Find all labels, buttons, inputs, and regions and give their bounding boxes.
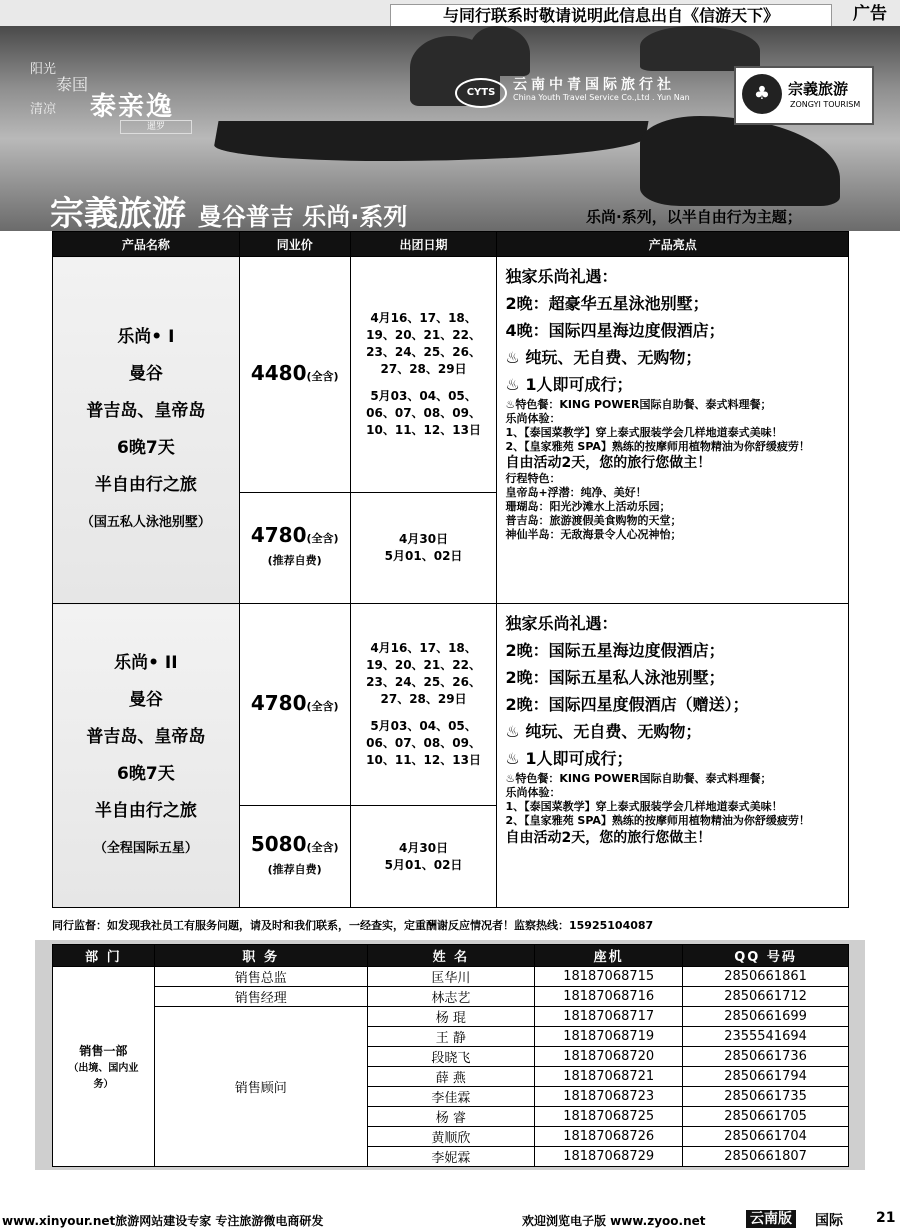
staff-qq: 2355541694 — [683, 1027, 849, 1047]
product-islands: 普吉岛、皇帝岛 — [86, 726, 206, 747]
staff-qq: 2850661861 — [683, 967, 849, 987]
date-line: 5月01、02日 — [384, 549, 463, 563]
staff-name: 李妮霖 — [367, 1147, 535, 1167]
column-header: QQ 号码 — [683, 945, 849, 967]
staff-phone: 18187068715 — [535, 967, 683, 987]
price-cell — [239, 604, 350, 806]
highlight-line: 2晚：国际五星私人泳池别墅； — [505, 668, 725, 687]
table-row — [53, 1007, 849, 1027]
edition-badge: 云南版 — [746, 1210, 796, 1228]
tagline: 乐尚·系列，以半自由行为主题； — [586, 208, 802, 226]
date-line: 4月16、17、18、 — [370, 641, 477, 656]
highlight-line: 2晚：国际五星海边度假酒店； — [505, 641, 725, 660]
staff-name: 杨 琨 — [367, 1007, 535, 1027]
product-name-cell — [53, 257, 240, 604]
date-line: 27、28、29日 — [380, 362, 467, 376]
staff-qq: 2850661705 — [683, 1107, 849, 1127]
karst-rock-image — [470, 26, 530, 76]
table-row — [53, 987, 849, 1007]
date-line: 4月30日 — [399, 840, 449, 855]
date-line: 06、07、08、09、 — [366, 406, 481, 420]
staff-phone: 18187068717 — [535, 1007, 683, 1027]
highlight-line: 独家乐尚礼遇： — [505, 267, 618, 286]
longtail-boat-image — [640, 116, 840, 206]
price-cell — [239, 806, 350, 908]
highlight-line: ♨ 1人即可成行； — [505, 375, 633, 394]
column-header: 产品亮点 — [497, 232, 849, 257]
logo-main-text: 泰亲逸 — [90, 92, 175, 122]
table-header-row — [53, 232, 849, 257]
staff-qq: 2850661735 — [683, 1087, 849, 1107]
footer-edition-link: 欢迎浏览电子版 www.zyoo.net — [522, 1214, 706, 1228]
product-duration: 6晚7天 — [117, 438, 175, 458]
supervision-notice: 同行监督：如发现我社员工有服务问题，请及时和我们联系，一经查实，定重酬谢反应情况者！监察热线：15925104087 — [52, 919, 654, 932]
highlight-line: 2晚：超豪华五星泳池别墅； — [505, 294, 709, 313]
product-name: 乐尚• I — [117, 327, 175, 347]
product-type: 半自由行之旅 — [94, 800, 197, 821]
price-note: (全含) — [306, 369, 339, 383]
highlight-detail: 珊瑚岛：阳光沙滩水上活动乐园； — [505, 500, 671, 513]
highlight-detail: ♨特色餐：KING POWER国际自助餐、泰式料理餐； — [505, 772, 772, 785]
dates-cell — [350, 806, 497, 908]
product-row — [53, 257, 849, 493]
date-line: 06、07、08、09、 — [366, 736, 481, 751]
role-cell: 销售总监 — [154, 967, 367, 987]
date-line: 4月16、17、18、 — [370, 311, 477, 325]
staff-name: 段晓飞 — [367, 1047, 535, 1067]
product-name: 乐尚• II — [114, 652, 178, 673]
column-header: 出团日期 — [350, 232, 497, 257]
highlight-detail: 行程特色： — [505, 472, 561, 485]
highlight-line: 独家乐尚礼遇： — [505, 614, 618, 633]
table-row — [53, 967, 849, 987]
price-cell — [239, 257, 350, 493]
dates-cell — [350, 604, 497, 806]
highlight-line: ♨ 纯玩、无自费、无购物； — [505, 722, 702, 741]
highlight-detail: 1、【泰国菜教学】穿上泰式服装学会几样地道泰式美味！ — [505, 426, 783, 439]
zongyi-logo — [734, 66, 874, 125]
logo-script: 泰国 — [56, 75, 89, 94]
product-row — [53, 604, 849, 806]
logo-tag: 阳光 — [30, 62, 57, 77]
staff-phone: 18187068721 — [535, 1067, 683, 1087]
column-header: 部 门 — [53, 945, 155, 967]
product-city: 曼谷 — [128, 689, 163, 710]
date-line: 10、11、12、13日 — [366, 753, 481, 768]
price-note: (全含) — [306, 699, 339, 713]
column-header: 产品名称 — [53, 232, 240, 257]
cyts-name: 云南中青国际旅行社 — [513, 77, 675, 93]
title-brand: 宗義旅游 — [50, 194, 186, 231]
date-line: 27、28、29日 — [380, 692, 467, 707]
staff-name: 匡华川 — [367, 967, 535, 987]
date-line: 5月03、04、05、 — [370, 719, 477, 734]
column-header: 姓 名 — [367, 945, 535, 967]
product-name-cell — [53, 604, 240, 908]
date-line: 23、24、25、26、 — [366, 345, 481, 359]
product-type: 半自由行之旅 — [94, 475, 197, 495]
staff-qq: 2850661794 — [683, 1067, 849, 1087]
title-series: 曼谷普吉 乐尚·系列 — [197, 203, 408, 231]
date-line: 5月03、04、05、 — [370, 389, 477, 403]
highlight-line: ♨ 纯玩、无自费、无购物； — [505, 348, 702, 367]
staff-phone: 18187068729 — [535, 1147, 683, 1167]
highlight-line: ♨ 1人即可成行； — [505, 749, 633, 768]
dates-cell — [350, 257, 497, 493]
price-recommend: (推荐自费) — [267, 554, 322, 567]
footer-website-ad: www.xinyour.net旅游网站建设专家 专注旅游微电商研发 — [2, 1214, 324, 1228]
date-line: 23、24、25、26、 — [366, 675, 481, 690]
highlight-detail: 乐尚体验： — [505, 786, 561, 799]
staff-qq: 2850661704 — [683, 1127, 849, 1147]
highlights-cell — [497, 604, 849, 908]
highlight-detail: 1、【泰国菜教学】穿上泰式服装学会几样地道泰式美味！ — [505, 800, 783, 813]
highlight-line: 2晚：国际四星度假酒店（赠送）； — [505, 695, 749, 714]
price-value: 4780 — [250, 523, 307, 547]
price-value: 4480 — [250, 360, 307, 385]
top-bar — [0, 0, 900, 28]
staff-phone: 18187068716 — [535, 987, 683, 1007]
staff-phone: 18187068719 — [535, 1027, 683, 1047]
zongyi-logo-english: ZONGYI TOURISM — [790, 100, 861, 109]
staff-name: 李佳霖 — [367, 1087, 535, 1107]
product-note: （全程国际五星） — [93, 840, 198, 856]
product-note: （国五私人泳池别墅） — [80, 515, 211, 530]
karst-rock-image — [640, 26, 760, 71]
department-note: （出境、国内业务） — [68, 1062, 139, 1090]
logo-sub-text: 暹罗 — [120, 120, 192, 134]
staff-name: 杨 睿 — [367, 1107, 535, 1127]
price-note: (全含) — [306, 532, 339, 545]
date-line: 10、11、12、13日 — [366, 423, 481, 437]
role-cell: 销售顾问 — [154, 1007, 367, 1167]
role-cell: 销售经理 — [154, 987, 367, 1007]
cyts-english-name: China Youth Travel Service Co.,Ltd . Yun Nan — [513, 93, 690, 102]
highlight-detail: 乐尚体验： — [505, 412, 561, 425]
hero-banner — [0, 26, 900, 231]
product-city: 曼谷 — [128, 364, 163, 384]
price-value: 5080 — [250, 831, 307, 856]
highlight-detail: 神仙半岛：无敌海景令人心况神怡； — [505, 528, 682, 541]
highlight-detail: 2、【皇家雅苑 SPA】熟练的按摩师用植物精油为你舒缓疲劳！ — [505, 440, 810, 453]
section-label: 国际 — [815, 1213, 843, 1229]
staff-name: 薛 燕 — [367, 1067, 535, 1087]
staff-phone: 18187068725 — [535, 1107, 683, 1127]
staff-phone: 18187068723 — [535, 1087, 683, 1107]
price-recommend: (推荐自费) — [267, 862, 322, 876]
column-header: 同业价 — [239, 232, 350, 257]
highlight-detail: 2、【皇家雅苑 SPA】熟练的按摩师用植物精油为你舒缓疲劳！ — [505, 814, 810, 827]
staff-qq: 2850661807 — [683, 1147, 849, 1167]
highlight-detail: 皇帝岛+浮潜：纯净、美好！ — [505, 486, 647, 499]
date-line: 19、20、21、22、 — [366, 658, 481, 673]
staff-qq: 2850661712 — [683, 987, 849, 1007]
thai-brand-logo — [20, 58, 215, 133]
staff-phone: 18187068720 — [535, 1047, 683, 1067]
date-line: 19、20、21、22、 — [366, 328, 481, 342]
price-value: 4780 — [250, 690, 307, 715]
staff-header-row — [53, 945, 849, 967]
source-notice: 与同行联系时敬请说明此信息出自《信游天下》 — [390, 4, 832, 27]
product-islands: 普吉岛、皇帝岛 — [86, 401, 206, 421]
highlight-free-days: 自由活动2天，您的旅行您做主！ — [505, 830, 712, 846]
department-cell — [53, 967, 155, 1167]
staff-phone: 18187068726 — [535, 1127, 683, 1147]
highlight-detail: ♨特色餐：KING POWER国际自助餐、泰式料理餐； — [505, 398, 772, 411]
staff-name: 王 静 — [367, 1027, 535, 1047]
staff-qq: 2850661699 — [683, 1007, 849, 1027]
staff-table — [52, 944, 849, 1167]
column-header: 座机 — [535, 945, 683, 967]
zongyi-logo-text: 宗義旅游 — [788, 80, 849, 98]
staff-name: 林志艺 — [367, 987, 535, 1007]
ad-label: 广告 — [853, 4, 887, 24]
product-duration: 6晚7天 — [117, 763, 175, 784]
page-number: 21 — [876, 1210, 896, 1226]
cyts-logo — [455, 72, 725, 122]
product-table — [52, 231, 849, 908]
date-line: 5月01、02日 — [384, 857, 463, 872]
highlight-free-days: 自由活动2天，您的旅行您做主！ — [505, 455, 712, 471]
staff-qq: 2850661736 — [683, 1047, 849, 1067]
longtail-boat-image — [211, 121, 648, 161]
department-name: 销售一部 — [79, 1043, 128, 1058]
footprint-icon: ♣ — [742, 74, 782, 114]
highlight-line: 4晚：国际四星海边度假酒店； — [505, 321, 725, 340]
page-title — [50, 186, 407, 231]
dates-cell — [350, 493, 497, 604]
column-header: 职 务 — [154, 945, 367, 967]
cyts-mark-icon: CYTS — [455, 78, 507, 108]
highlights-cell — [497, 257, 849, 604]
price-cell — [239, 493, 350, 604]
price-note: (全含) — [306, 840, 339, 854]
page-footer — [0, 1208, 900, 1230]
logo-tag: 清凉 — [30, 102, 57, 117]
highlight-detail: 普吉岛：旅游渡假美食购物的天堂； — [505, 514, 682, 527]
staff-name: 黄顺欣 — [367, 1127, 535, 1147]
date-line: 4月30日 — [399, 532, 449, 546]
